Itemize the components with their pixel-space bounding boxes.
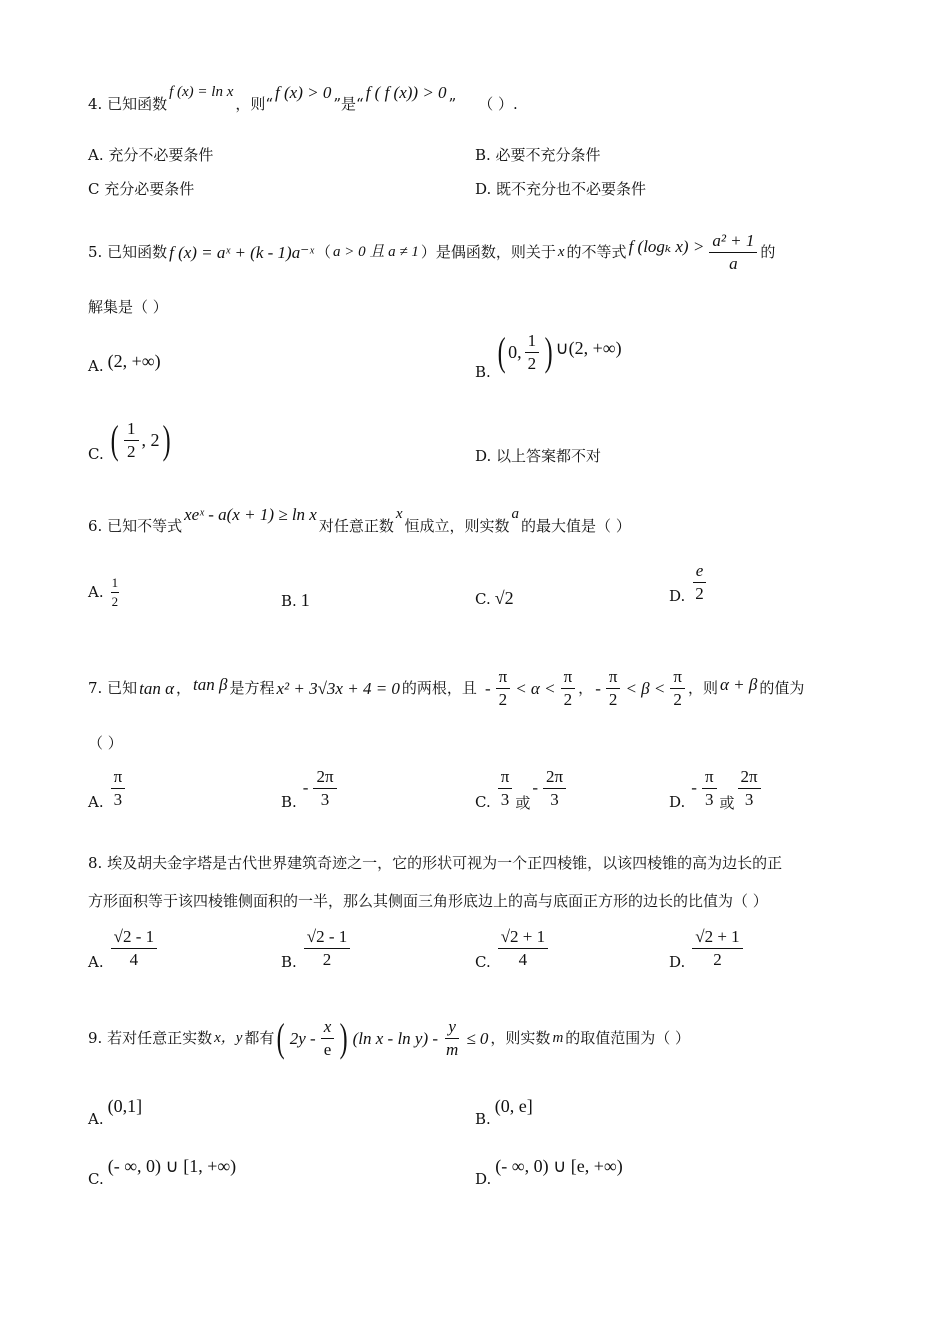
q4-option-d[interactable]: D. 既不充分也不必要条件 xyxy=(475,180,647,198)
q4-mid1: ，则“ xyxy=(235,95,274,113)
q8-option-b-den: 2 xyxy=(322,949,332,969)
q4-prefix: 4. 已知函数 xyxy=(88,95,168,113)
q7-option-d-num2: 2π xyxy=(738,768,761,789)
q7-prefix: 7. 已知 xyxy=(88,678,138,697)
q7-option-c-den1: 3 xyxy=(500,789,510,809)
q5-suffix: 的 xyxy=(760,242,776,261)
q9-e2: (ln x - ln y) - xyxy=(352,1028,439,1048)
q7-option-c-label: C. xyxy=(475,793,491,812)
q6-var-x: x xyxy=(395,506,403,522)
q9-e4: ≤ 0 xyxy=(466,1028,489,1048)
question-4-stem xyxy=(88,83,870,113)
q5-option-b[interactable] xyxy=(475,329,622,382)
q7-option-a[interactable] xyxy=(88,767,128,812)
q9-mid2: ，则实数 xyxy=(490,1028,551,1047)
q9-e3-num: y xyxy=(445,1018,459,1039)
q7-r2-high xyxy=(670,668,685,709)
q6-option-a-fraction xyxy=(111,576,120,608)
q6-suffix: 的最大值是（ ） xyxy=(521,517,631,535)
q8-option-b-num: √2 - 1 xyxy=(304,928,351,949)
q9-option-d-value: (- ∞, 0) ∪ [e, +∞) xyxy=(495,1156,623,1176)
q5-option-c-fraction xyxy=(124,420,139,461)
q9-option-d-label: D. xyxy=(475,1169,492,1188)
q8-option-c-fraction xyxy=(498,928,548,969)
q9-mid: 都有 xyxy=(244,1028,275,1047)
q8-option-a[interactable] xyxy=(88,927,160,972)
q9-e1-pre: 2y - xyxy=(289,1028,316,1048)
q6-ineq: xeˣ - a(x + 1) ≥ ln x xyxy=(184,505,317,524)
q8-option-c-label: C. xyxy=(475,953,491,972)
q8-option-d-fraction xyxy=(692,928,742,969)
q6-option-a-num: 1 xyxy=(111,576,120,593)
q7-option-c-den2: 3 xyxy=(550,789,559,809)
q7-option-c-num1: π xyxy=(498,768,513,789)
q7-sum: α + β xyxy=(719,674,758,694)
q7-option-b[interactable] xyxy=(281,767,340,812)
q9-option-a-label: A. xyxy=(88,1109,104,1128)
q6-prefix: 6. 已知不等式 xyxy=(88,517,183,535)
q7-line2 xyxy=(88,736,870,751)
q7-option-c[interactable] xyxy=(475,767,569,812)
q7-option-c-num2: 2π xyxy=(543,768,566,789)
q7-tan-a: tan α xyxy=(139,678,174,698)
q5-option-c-rparen: ) xyxy=(162,417,171,463)
q5-option-a[interactable] xyxy=(88,351,161,376)
q7-option-b-label: B. xyxy=(281,793,297,812)
q9-option-c[interactable] xyxy=(88,1156,237,1188)
q7-r2-low-den: 2 xyxy=(608,689,618,709)
q7-eq: x² + 3√3x + 4 = 0 xyxy=(276,678,400,698)
q9-e1-den: e xyxy=(323,1039,332,1059)
q7-tan-b: tan β xyxy=(193,674,228,694)
q5-option-c[interactable] xyxy=(88,417,173,464)
q7-option-b-sign: - xyxy=(302,778,309,798)
q8-option-d-den: 2 xyxy=(713,949,722,969)
q5-prefix: 5. 已知函数 xyxy=(88,242,168,261)
q5-option-c-post: , 2 xyxy=(141,429,160,450)
q9-var-m: m xyxy=(552,1029,564,1046)
q6-mid: 对任意正数 xyxy=(318,517,394,535)
q5-ineq-num: a² + 1 xyxy=(709,232,757,253)
q8-option-b-label: B. xyxy=(281,953,297,972)
q5-line2-text: 解集是（ ） xyxy=(88,298,168,316)
q9-e1-fraction xyxy=(321,1018,335,1059)
q8-line2-text: 方形面积等于该四棱锥侧面积的一半，那么其侧面三角形底边上的高与底面正方形的边长的比值为（ ） xyxy=(88,892,768,910)
q5-option-b-num: 1 xyxy=(525,332,540,353)
q9-rparen: ) xyxy=(339,1015,348,1061)
q7-option-d-num1: π xyxy=(702,768,717,789)
q7-option-c-or: 或 xyxy=(515,793,531,812)
question-7-stem xyxy=(88,668,870,709)
q4-f-def: f (x) = ln x xyxy=(169,84,234,100)
q5-var: x xyxy=(557,243,565,260)
q5-option-a-value: (2, +∞) xyxy=(107,351,161,371)
q9-e1-num: x xyxy=(321,1018,335,1039)
q5-mid: ）是偶函数，则关于 xyxy=(420,242,556,261)
q5-option-b-post: ∪(2, +∞) xyxy=(555,337,622,358)
q6-option-a-den: 2 xyxy=(111,593,119,609)
q8-option-c[interactable] xyxy=(475,927,551,972)
q9-prefix: 9. 若对任意正实数 xyxy=(88,1028,213,1047)
q9-vars: x，y xyxy=(214,1029,243,1046)
q7-option-c-sign: - xyxy=(532,778,538,798)
q4-cond1: f (x) > 0 xyxy=(275,83,332,102)
q5-ineq-left: f (logₖ x) > xyxy=(628,236,705,256)
q5-mid2: 的不等式 xyxy=(566,242,627,261)
q7-option-c-fraction-2 xyxy=(543,768,566,809)
q9-option-d[interactable] xyxy=(475,1156,623,1188)
q5-option-b-fraction xyxy=(525,332,540,373)
q5-option-b-rparen: ) xyxy=(544,329,553,375)
q6-option-d-den: 2 xyxy=(695,583,704,603)
q4-suffix: （ ）. xyxy=(478,95,518,113)
q4-option-a[interactable]: A. 充分不必要条件 xyxy=(88,146,214,164)
q7-r1-high-den: 2 xyxy=(563,689,573,709)
q5-ineq-fraction xyxy=(709,232,757,273)
q8-option-a-den: 4 xyxy=(129,949,139,969)
q7-r1-mid: < α < xyxy=(515,678,556,698)
q7-option-d-or: 或 xyxy=(719,793,735,812)
q6-option-d[interactable] xyxy=(669,561,710,606)
q6-option-a-label: A. xyxy=(88,583,104,602)
q7-r1-high-num: π xyxy=(561,668,576,689)
q6-option-b-value: 1 xyxy=(300,590,310,610)
q7-r2-high-num: π xyxy=(670,668,685,689)
q7-r1-low-den: 2 xyxy=(498,689,508,709)
q7-comma1: ， xyxy=(176,678,192,697)
q6-option-b[interactable] xyxy=(281,590,310,611)
q7-option-d-label: D. xyxy=(669,793,686,812)
q5-ineq-den: a xyxy=(729,253,738,273)
q9-option-c-label: C. xyxy=(88,1169,104,1188)
q4-mid2: ”是“ xyxy=(333,95,364,113)
q7-option-b-num: 2π xyxy=(313,768,336,789)
q4-option-c[interactable]: C 充分必要条件 xyxy=(88,180,195,198)
q7-option-d-fraction-2 xyxy=(738,768,761,809)
q8-line1-text: 8. 埃及胡夫金字塔是古代世界建筑奇迹之一，它的形状可视为一个正四棱锥，以该四棱锥的高为边长的正 xyxy=(88,854,783,872)
q5-option-c-num: 1 xyxy=(124,420,139,441)
q7-option-d-den1: 3 xyxy=(704,789,714,809)
q7-option-a-fraction xyxy=(111,768,126,809)
q8-option-c-num: √2 + 1 xyxy=(498,928,548,949)
q5-option-c-label: C. xyxy=(88,445,104,464)
q4-option-b[interactable]: B. 必要不充分条件 xyxy=(475,146,601,164)
q8-option-b[interactable] xyxy=(281,927,353,972)
q9-option-a[interactable] xyxy=(88,1096,143,1128)
q7-option-b-den: 3 xyxy=(320,789,330,809)
q5-option-d[interactable]: D. 以上答案都不对 xyxy=(475,447,602,465)
q7-suffix: 的值为 xyxy=(759,678,805,697)
q7-comma2: ， xyxy=(578,678,594,697)
q4-mid3: ” xyxy=(448,95,457,113)
q6-mid2: 恒成立，则实数 xyxy=(404,517,510,535)
q5-cond: a > 0 且 a ≠ 1 xyxy=(333,243,419,260)
q8-option-c-den: 4 xyxy=(518,949,528,969)
q9-option-c-value: (- ∞, 0) ∪ [1, +∞) xyxy=(107,1156,237,1176)
q7-r1-pre: - xyxy=(484,678,491,698)
q6-var-a: a xyxy=(511,506,520,522)
q7-r2-low xyxy=(606,668,621,709)
q9-lparen: ( xyxy=(277,1015,286,1061)
q5-option-c-den: 2 xyxy=(127,441,136,461)
q6-option-c-label: C. xyxy=(475,589,491,608)
q6-option-a[interactable] xyxy=(88,576,122,608)
q9-e3-den: m xyxy=(446,1039,459,1059)
q7-option-d-sign: - xyxy=(691,778,697,798)
q5-option-b-lparen: ( xyxy=(497,329,506,375)
q5-option-b-label: B. xyxy=(475,363,491,382)
q7-r1-high xyxy=(561,668,576,709)
q9-option-b[interactable] xyxy=(475,1096,533,1128)
q8-option-b-fraction xyxy=(304,928,351,969)
q9-e3-fraction xyxy=(443,1018,461,1059)
q9-option-a-value: (0,1] xyxy=(107,1096,143,1116)
q7-option-a-den: 3 xyxy=(113,789,123,809)
q8-option-d-num: √2 + 1 xyxy=(692,928,742,949)
q5-option-b-den: 2 xyxy=(527,353,537,373)
q6-option-b-label: B. xyxy=(281,591,297,610)
question-9-stem xyxy=(88,1015,870,1061)
q5-option-b-pre: 0, xyxy=(508,341,522,362)
q7-line2-text: （ ） xyxy=(88,734,123,752)
q7-r1-low-num: π xyxy=(496,668,511,689)
q8-option-d[interactable] xyxy=(669,927,746,972)
q7-r1-low xyxy=(496,668,511,709)
q7-option-c-fraction-1 xyxy=(498,768,513,809)
q7-mid3: ，则 xyxy=(687,678,718,697)
q5-option-c-lparen: ( xyxy=(110,417,119,463)
q7-r2-low-num: π xyxy=(606,668,621,689)
q6-option-d-num: e xyxy=(693,562,707,583)
q7-r2-mid: < β < xyxy=(625,678,666,698)
q7-r2-pre: - xyxy=(595,678,601,698)
q9-option-b-label: B. xyxy=(475,1109,491,1128)
q6-option-d-fraction xyxy=(692,562,707,603)
q7-mid: 是方程 xyxy=(229,678,275,697)
q9-option-b-value: (0, e] xyxy=(494,1096,533,1116)
q9-suffix: 的取值范围为（ ） xyxy=(565,1028,691,1047)
q7-option-d-den2: 3 xyxy=(744,789,754,809)
q6-option-c[interactable] xyxy=(475,588,514,609)
question-8-line2 xyxy=(88,894,870,909)
q7-option-d[interactable] xyxy=(669,767,764,812)
q6-option-d-label: D. xyxy=(669,587,686,606)
q4-cond2: f ( f (x)) > 0 xyxy=(365,83,447,102)
q5-line2 xyxy=(88,300,870,315)
question-8-line1 xyxy=(88,856,870,871)
question-6-stem xyxy=(88,505,870,535)
q7-option-b-fraction xyxy=(313,768,336,809)
q5-f-def: f (x) = aˣ + (k - 1)a⁻ˣ xyxy=(169,242,314,262)
q8-option-a-num: √2 - 1 xyxy=(111,928,158,949)
q5-cond-open: （ xyxy=(315,242,331,261)
q7-option-a-num: π xyxy=(111,768,126,789)
q8-option-a-fraction xyxy=(111,928,158,969)
q7-r2-high-den: 2 xyxy=(673,689,682,709)
q5-option-a-label: A. xyxy=(88,356,104,375)
q8-option-a-label: A. xyxy=(88,953,104,972)
q7-option-a-label: A. xyxy=(88,793,104,812)
q6-option-c-value: √2 xyxy=(494,588,514,608)
q7-option-d-fraction-1 xyxy=(702,768,717,809)
question-5-stem xyxy=(88,232,870,273)
q8-option-d-label: D. xyxy=(669,953,686,972)
q7-mid2: 的两根，且 xyxy=(401,678,477,697)
